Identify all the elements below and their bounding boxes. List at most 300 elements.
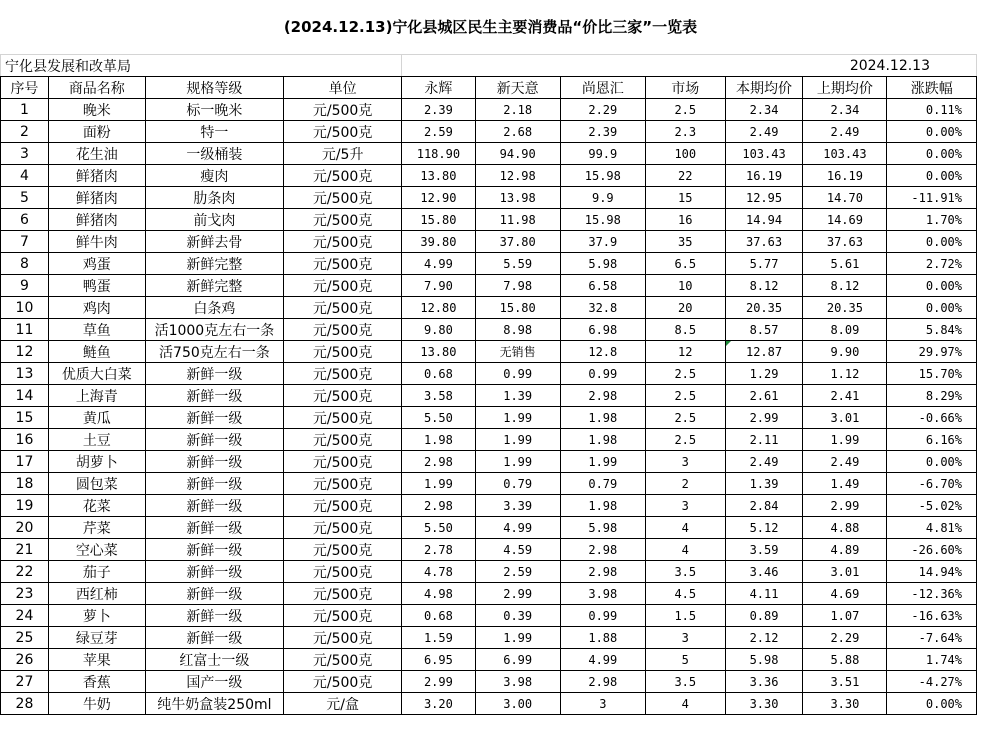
col-shangenhui-cell[interactable]: 0.99 [560,363,645,385]
col-current-avg-cell[interactable]: 2.34 [725,99,803,121]
col-unit-cell[interactable]: 元/500克 [284,517,402,539]
col-current-avg-cell[interactable]: 20.35 [725,297,803,319]
col-previous-avg-cell[interactable]: 1.07 [803,605,887,627]
col-current-avg-cell[interactable]: 2.11 [725,429,803,451]
col-current-avg-cell[interactable]: 2.84 [725,495,803,517]
col-index-cell[interactable]: 24 [1,605,49,627]
col-xintianyi-cell[interactable]: 7.98 [475,275,560,297]
col-unit-cell[interactable]: 元/500克 [284,363,402,385]
col-yonghui-cell[interactable]: 4.78 [402,561,475,583]
col-spec-cell[interactable]: 新鲜一级 [145,539,283,561]
col-yonghui-cell[interactable]: 2.39 [402,99,475,121]
col-spec-cell[interactable]: 新鲜一级 [145,363,283,385]
col-xintianyi-cell[interactable]: 13.98 [475,187,560,209]
col-shangenhui-cell[interactable]: 3 [560,693,645,715]
col-index-cell[interactable]: 18 [1,473,49,495]
col-unit-cell[interactable]: 元/5升 [284,143,402,165]
col-current-avg-cell[interactable]: 3.46 [725,561,803,583]
col-shangenhui-cell[interactable]: 0.79 [560,473,645,495]
col-shangenhui-cell[interactable]: 2.98 [560,561,645,583]
col-spec-cell[interactable]: 活1000克左右一条 [145,319,283,341]
col-shangenhui-cell[interactable]: 5.98 [560,517,645,539]
col-spec-cell[interactable]: 新鲜完整 [145,253,283,275]
col-yonghui-cell[interactable]: 13.80 [402,341,475,363]
col-index-cell[interactable]: 3 [1,143,49,165]
col-shangenhui-cell[interactable]: 1.98 [560,495,645,517]
col-market-cell[interactable]: 10 [645,275,725,297]
col-shangenhui-cell[interactable]: 15.98 [560,165,645,187]
col-name-cell[interactable]: 芹菜 [48,517,145,539]
col-current-avg-cell[interactable]: 5.12 [725,517,803,539]
col-xintianyi-cell[interactable]: 11.98 [475,209,560,231]
col-index-cell[interactable]: 2 [1,121,49,143]
col-previous-avg-cell[interactable]: 3.01 [803,407,887,429]
col-shangenhui-cell[interactable]: 2.39 [560,121,645,143]
col-shangenhui-cell[interactable]: 1.98 [560,407,645,429]
col-spec-cell[interactable]: 新鲜一级 [145,451,283,473]
col-yonghui-cell[interactable]: 1.59 [402,627,475,649]
col-yonghui-cell[interactable]: 2.99 [402,671,475,693]
col-name-cell[interactable]: 上海青 [48,385,145,407]
col-index-cell[interactable]: 9 [1,275,49,297]
col-xintianyi-cell[interactable]: 2.68 [475,121,560,143]
col-xintianyi-cell[interactable]: 1.99 [475,627,560,649]
col-yonghui-cell[interactable]: 0.68 [402,363,475,385]
col-spec-cell[interactable]: 新鲜一级 [145,583,283,605]
col-name-cell[interactable]: 茄子 [48,561,145,583]
col-change-cell[interactable]: 0.11% [887,99,977,121]
col-index-cell[interactable]: 6 [1,209,49,231]
col-xintianyi-cell[interactable]: 1.99 [475,451,560,473]
col-unit-cell[interactable]: 元/500克 [284,561,402,583]
col-change-cell[interactable]: 14.94% [887,561,977,583]
col-shangenhui-cell[interactable]: 32.8 [560,297,645,319]
col-current-avg-cell[interactable]: 2.49 [725,121,803,143]
col-market-cell[interactable]: 2.5 [645,385,725,407]
col-shangenhui-cell[interactable]: 0.99 [560,605,645,627]
col-name-cell[interactable]: 鸭蛋 [48,275,145,297]
col-unit-cell[interactable]: 元/500克 [284,231,402,253]
col-index-cell[interactable]: 20 [1,517,49,539]
col-current-avg-cell[interactable]: 14.94 [725,209,803,231]
col-previous-avg-cell[interactable]: 2.41 [803,385,887,407]
col-yonghui-cell[interactable]: 3.20 [402,693,475,715]
col-previous-avg-cell[interactable]: 2.49 [803,451,887,473]
col-xintianyi-cell[interactable]: 3.00 [475,693,560,715]
col-xintianyi-cell[interactable]: 15.80 [475,297,560,319]
col-change-cell[interactable]: 0.00% [887,451,977,473]
col-change-cell[interactable]: -26.60% [887,539,977,561]
col-xintianyi-cell[interactable]: 0.99 [475,363,560,385]
col-spec-cell[interactable]: 新鲜一级 [145,385,283,407]
col-market-cell[interactable]: 16 [645,209,725,231]
col-unit-cell[interactable]: 元/500克 [284,319,402,341]
col-spec-cell[interactable]: 新鲜一级 [145,517,283,539]
col-previous-avg-cell[interactable]: 1.12 [803,363,887,385]
col-shangenhui-cell[interactable]: 6.58 [560,275,645,297]
col-xintianyi-cell[interactable]: 2.59 [475,561,560,583]
col-xintianyi-cell[interactable]: 0.79 [475,473,560,495]
col-shangenhui-cell[interactable]: 1.98 [560,429,645,451]
col-name-cell[interactable]: 胡萝卜 [48,451,145,473]
col-change-cell[interactable]: 4.81% [887,517,977,539]
col-index-cell[interactable]: 13 [1,363,49,385]
col-unit-cell[interactable]: 元/500克 [284,99,402,121]
col-spec-cell[interactable]: 新鲜一级 [145,407,283,429]
col-unit-cell[interactable]: 元/500克 [284,451,402,473]
col-change-cell[interactable]: 0.00% [887,231,977,253]
col-spec-cell[interactable]: 新鲜完整 [145,275,283,297]
col-current-avg-cell[interactable]: 0.89 [725,605,803,627]
col-xintianyi-cell[interactable]: 3.39 [475,495,560,517]
col-yonghui-cell[interactable]: 6.95 [402,649,475,671]
col-shangenhui-header[interactable]: 尚恩汇 [560,77,645,99]
col-spec-cell[interactable]: 标一晚米 [145,99,283,121]
col-name-cell[interactable]: 牛奶 [48,693,145,715]
col-current-avg-cell[interactable]: 1.39 [725,473,803,495]
col-unit-cell[interactable]: 元/500克 [284,407,402,429]
col-unit-cell[interactable]: 元/500克 [284,253,402,275]
col-market-cell[interactable]: 3.5 [645,561,725,583]
col-market-cell[interactable]: 15 [645,187,725,209]
col-yonghui-cell[interactable]: 2.98 [402,451,475,473]
col-current-avg-cell[interactable]: 4.11 [725,583,803,605]
col-change-cell[interactable]: -7.64% [887,627,977,649]
col-shangenhui-cell[interactable]: 4.99 [560,649,645,671]
col-name-cell[interactable]: 晚米 [48,99,145,121]
col-spec-cell[interactable]: 新鲜一级 [145,561,283,583]
col-spec-cell[interactable]: 红富士一级 [145,649,283,671]
col-name-cell[interactable]: 圆包菜 [48,473,145,495]
col-name-cell[interactable]: 优质大白菜 [48,363,145,385]
col-current-avg-cell[interactable]: 5.98 [725,649,803,671]
col-index-cell[interactable]: 5 [1,187,49,209]
col-name-cell[interactable]: 空心菜 [48,539,145,561]
col-name-cell[interactable]: 萝卜 [48,605,145,627]
col-market-cell[interactable]: 4 [645,539,725,561]
col-previous-avg-cell[interactable]: 37.63 [803,231,887,253]
col-name-cell[interactable]: 鲜猪肉 [48,165,145,187]
col-spec-header[interactable]: 规格等级 [145,77,283,99]
col-index-cell[interactable]: 17 [1,451,49,473]
col-change-cell[interactable]: 0.00% [887,693,977,715]
col-market-cell[interactable]: 4 [645,693,725,715]
col-unit-cell[interactable]: 元/500克 [284,627,402,649]
col-market-cell[interactable]: 2.3 [645,121,725,143]
col-index-cell[interactable]: 21 [1,539,49,561]
col-change-cell[interactable]: -16.63% [887,605,977,627]
col-shangenhui-cell[interactable]: 37.9 [560,231,645,253]
col-shangenhui-cell[interactable]: 12.8 [560,341,645,363]
col-xintianyi-cell[interactable]: 8.98 [475,319,560,341]
col-spec-cell[interactable]: 前戈肉 [145,209,283,231]
col-market-cell[interactable]: 2 [645,473,725,495]
col-index-cell[interactable]: 28 [1,693,49,715]
col-index-header[interactable]: 序号 [1,77,49,99]
col-shangenhui-cell[interactable]: 2.98 [560,539,645,561]
col-xintianyi-cell[interactable]: 1.99 [475,429,560,451]
col-change-cell[interactable]: -4.27% [887,671,977,693]
col-previous-avg-cell[interactable]: 2.29 [803,627,887,649]
col-yonghui-header[interactable]: 永辉 [402,77,475,99]
col-unit-cell[interactable]: 元/500克 [284,165,402,187]
col-index-cell[interactable]: 27 [1,671,49,693]
col-current-avg-cell[interactable]: 8.12 [725,275,803,297]
col-index-cell[interactable]: 16 [1,429,49,451]
col-unit-cell[interactable]: 元/500克 [284,495,402,517]
agency-name[interactable]: 宁化县发展和改革局 [1,55,402,77]
col-change-cell[interactable]: -11.91% [887,187,977,209]
col-yonghui-cell[interactable]: 15.80 [402,209,475,231]
col-previous-avg-cell[interactable]: 2.49 [803,121,887,143]
col-yonghui-cell[interactable]: 2.78 [402,539,475,561]
col-xintianyi-cell[interactable]: 5.59 [475,253,560,275]
col-market-cell[interactable]: 4.5 [645,583,725,605]
col-market-cell[interactable]: 2.5 [645,429,725,451]
col-yonghui-cell[interactable]: 7.90 [402,275,475,297]
col-market-cell[interactable]: 3 [645,495,725,517]
col-change-cell[interactable]: 5.84% [887,319,977,341]
col-market-cell[interactable]: 4 [645,517,725,539]
col-previous-avg-cell[interactable]: 4.88 [803,517,887,539]
col-xintianyi-cell[interactable]: 37.80 [475,231,560,253]
col-shangenhui-cell[interactable]: 6.98 [560,319,645,341]
col-yonghui-cell[interactable]: 9.80 [402,319,475,341]
col-index-cell[interactable]: 26 [1,649,49,671]
col-market-cell[interactable]: 3 [645,627,725,649]
col-xintianyi-cell[interactable]: 无销售 [475,341,560,363]
col-spec-cell[interactable]: 新鲜一级 [145,429,283,451]
col-change-cell[interactable]: 0.00% [887,143,977,165]
col-previous-avg-cell[interactable]: 4.89 [803,539,887,561]
col-spec-cell[interactable]: 新鲜去骨 [145,231,283,253]
col-change-cell[interactable]: 6.16% [887,429,977,451]
col-unit-cell[interactable]: 元/500克 [284,341,402,363]
col-unit-cell[interactable]: 元/500克 [284,121,402,143]
col-unit-cell[interactable]: 元/500克 [284,429,402,451]
col-name-cell[interactable]: 西红柿 [48,583,145,605]
col-current-avg-cell[interactable]: 5.77 [725,253,803,275]
col-yonghui-cell[interactable]: 0.68 [402,605,475,627]
col-current-avg-cell[interactable]: 37.63 [725,231,803,253]
col-spec-cell[interactable]: 白条鸡 [145,297,283,319]
col-unit-cell[interactable]: 元/500克 [284,297,402,319]
col-change-cell[interactable]: 2.72% [887,253,977,275]
col-name-cell[interactable]: 花菜 [48,495,145,517]
col-yonghui-cell[interactable]: 12.90 [402,187,475,209]
col-name-cell[interactable]: 黄瓜 [48,407,145,429]
col-xintianyi-cell[interactable]: 1.99 [475,407,560,429]
col-change-cell[interactable]: 29.97% [887,341,977,363]
col-change-cell[interactable]: -12.36% [887,583,977,605]
col-previous-avg-cell[interactable]: 1.49 [803,473,887,495]
col-shangenhui-cell[interactable]: 2.98 [560,385,645,407]
col-change-cell[interactable]: 15.70% [887,363,977,385]
col-shangenhui-cell[interactable]: 5.98 [560,253,645,275]
col-market-cell[interactable]: 12 [645,341,725,363]
col-name-cell[interactable]: 鲢鱼 [48,341,145,363]
col-previous-avg-cell[interactable]: 103.43 [803,143,887,165]
col-index-cell[interactable]: 7 [1,231,49,253]
col-spec-cell[interactable]: 活750克左右一条 [145,341,283,363]
col-unit-cell[interactable]: 元/500克 [284,583,402,605]
col-xintianyi-cell[interactable]: 6.99 [475,649,560,671]
col-current-avg-header[interactable]: 本期均价 [725,77,803,99]
col-yonghui-cell[interactable]: 13.80 [402,165,475,187]
col-unit-header[interactable]: 单位 [284,77,402,99]
col-current-avg-cell[interactable]: 12.95 [725,187,803,209]
col-xintianyi-cell[interactable]: 4.59 [475,539,560,561]
col-market-cell[interactable]: 2.5 [645,363,725,385]
col-xintianyi-cell[interactable]: 0.39 [475,605,560,627]
col-index-cell[interactable]: 23 [1,583,49,605]
col-previous-avg-cell[interactable]: 14.70 [803,187,887,209]
col-shangenhui-cell[interactable]: 3.98 [560,583,645,605]
col-market-cell[interactable]: 2.5 [645,407,725,429]
col-previous-avg-cell[interactable]: 8.12 [803,275,887,297]
col-xintianyi-cell[interactable]: 4.99 [475,517,560,539]
report-date[interactable]: 2024.12.13 [402,55,977,77]
col-market-cell[interactable]: 3.5 [645,671,725,693]
col-xintianyi-cell[interactable]: 3.98 [475,671,560,693]
col-change-cell[interactable]: -0.66% [887,407,977,429]
col-spec-cell[interactable]: 纯牛奶盒装250ml [145,693,283,715]
col-name-cell[interactable]: 鲜猪肉 [48,209,145,231]
col-previous-avg-header[interactable]: 上期均价 [803,77,887,99]
col-shangenhui-cell[interactable]: 1.88 [560,627,645,649]
col-previous-avg-cell[interactable]: 3.30 [803,693,887,715]
col-current-avg-cell[interactable]: 8.57 [725,319,803,341]
col-name-cell[interactable]: 草鱼 [48,319,145,341]
col-index-cell[interactable]: 11 [1,319,49,341]
col-current-avg-cell[interactable]: 3.59 [725,539,803,561]
col-index-cell[interactable]: 19 [1,495,49,517]
col-shangenhui-cell[interactable]: 2.98 [560,671,645,693]
col-unit-cell[interactable]: 元/盒 [284,693,402,715]
col-name-cell[interactable]: 鲜牛肉 [48,231,145,253]
col-name-cell[interactable]: 苹果 [48,649,145,671]
col-previous-avg-cell[interactable]: 4.69 [803,583,887,605]
col-name-cell[interactable]: 土豆 [48,429,145,451]
col-previous-avg-cell[interactable]: 20.35 [803,297,887,319]
col-previous-avg-cell[interactable]: 3.51 [803,671,887,693]
col-yonghui-cell[interactable]: 5.50 [402,517,475,539]
col-yonghui-cell[interactable]: 5.50 [402,407,475,429]
col-index-cell[interactable]: 12 [1,341,49,363]
col-spec-cell[interactable]: 新鲜一级 [145,627,283,649]
col-yonghui-cell[interactable]: 39.80 [402,231,475,253]
col-market-cell[interactable]: 22 [645,165,725,187]
col-current-avg-cell[interactable]: 3.36 [725,671,803,693]
col-unit-cell[interactable]: 元/500克 [284,209,402,231]
col-previous-avg-cell[interactable]: 16.19 [803,165,887,187]
col-spec-cell[interactable]: 国产一级 [145,671,283,693]
col-current-avg-cell[interactable]: 2.12 [725,627,803,649]
col-spec-cell[interactable]: 新鲜一级 [145,495,283,517]
col-xintianyi-cell[interactable]: 1.39 [475,385,560,407]
col-change-cell[interactable]: 1.74% [887,649,977,671]
col-market-cell[interactable]: 20 [645,297,725,319]
col-current-avg-cell[interactable]: 16.19 [725,165,803,187]
col-spec-cell[interactable]: 肋条肉 [145,187,283,209]
col-yonghui-cell[interactable]: 1.99 [402,473,475,495]
col-index-cell[interactable]: 8 [1,253,49,275]
col-xintianyi-header[interactable]: 新天意 [475,77,560,99]
col-market-cell[interactable]: 8.5 [645,319,725,341]
col-name-cell[interactable]: 香蕉 [48,671,145,693]
col-name-cell[interactable]: 鲜猪肉 [48,187,145,209]
col-index-cell[interactable]: 15 [1,407,49,429]
col-current-avg-cell[interactable]: 2.99 [725,407,803,429]
col-yonghui-cell[interactable]: 2.98 [402,495,475,517]
col-previous-avg-cell[interactable]: 9.90 [803,341,887,363]
col-spec-cell[interactable]: 一级桶装 [145,143,283,165]
col-spec-cell[interactable]: 新鲜一级 [145,605,283,627]
col-index-cell[interactable]: 25 [1,627,49,649]
col-market-cell[interactable]: 1.5 [645,605,725,627]
col-current-avg-cell[interactable]: 3.30 [725,693,803,715]
col-spec-cell[interactable]: 瘦肉 [145,165,283,187]
col-name-cell[interactable]: 花生油 [48,143,145,165]
col-previous-avg-cell[interactable]: 5.88 [803,649,887,671]
col-unit-cell[interactable]: 元/500克 [284,671,402,693]
col-current-avg-cell[interactable]: 12.87 [725,341,803,363]
col-index-cell[interactable]: 22 [1,561,49,583]
col-xintianyi-cell[interactable]: 2.99 [475,583,560,605]
col-xintianyi-cell[interactable]: 12.98 [475,165,560,187]
col-xintianyi-cell[interactable]: 94.90 [475,143,560,165]
col-spec-cell[interactable]: 特一 [145,121,283,143]
col-yonghui-cell[interactable]: 12.80 [402,297,475,319]
col-unit-cell[interactable]: 元/500克 [284,275,402,297]
col-unit-cell[interactable]: 元/500克 [284,539,402,561]
col-current-avg-cell[interactable]: 103.43 [725,143,803,165]
col-previous-avg-cell[interactable]: 14.69 [803,209,887,231]
col-previous-avg-cell[interactable]: 3.01 [803,561,887,583]
col-index-cell[interactable]: 10 [1,297,49,319]
col-index-cell[interactable]: 14 [1,385,49,407]
col-current-avg-cell[interactable]: 1.29 [725,363,803,385]
col-change-cell[interactable]: 8.29% [887,385,977,407]
col-unit-cell[interactable]: 元/500克 [284,473,402,495]
col-yonghui-cell[interactable]: 4.99 [402,253,475,275]
col-market-cell[interactable]: 6.5 [645,253,725,275]
col-change-cell[interactable]: 0.00% [887,121,977,143]
col-name-cell[interactable]: 绿豆芽 [48,627,145,649]
col-shangenhui-cell[interactable]: 15.98 [560,209,645,231]
col-change-cell[interactable]: 0.00% [887,275,977,297]
col-current-avg-cell[interactable]: 2.61 [725,385,803,407]
col-shangenhui-cell[interactable]: 1.99 [560,451,645,473]
col-change-header[interactable]: 涨跌幅 [887,77,977,99]
col-change-cell[interactable]: 0.00% [887,297,977,319]
col-market-cell[interactable]: 100 [645,143,725,165]
col-market-cell[interactable]: 5 [645,649,725,671]
col-name-header[interactable]: 商品名称 [48,77,145,99]
col-yonghui-cell[interactable]: 1.98 [402,429,475,451]
col-spec-cell[interactable]: 新鲜一级 [145,473,283,495]
col-previous-avg-cell[interactable]: 8.09 [803,319,887,341]
col-name-cell[interactable]: 面粉 [48,121,145,143]
col-unit-cell[interactable]: 元/500克 [284,649,402,671]
col-shangenhui-cell[interactable]: 99.9 [560,143,645,165]
col-previous-avg-cell[interactable]: 2.99 [803,495,887,517]
col-change-cell[interactable]: -6.70% [887,473,977,495]
col-xintianyi-cell[interactable]: 2.18 [475,99,560,121]
col-change-cell[interactable]: -5.02% [887,495,977,517]
col-previous-avg-cell[interactable]: 1.99 [803,429,887,451]
col-name-cell[interactable]: 鸡肉 [48,297,145,319]
